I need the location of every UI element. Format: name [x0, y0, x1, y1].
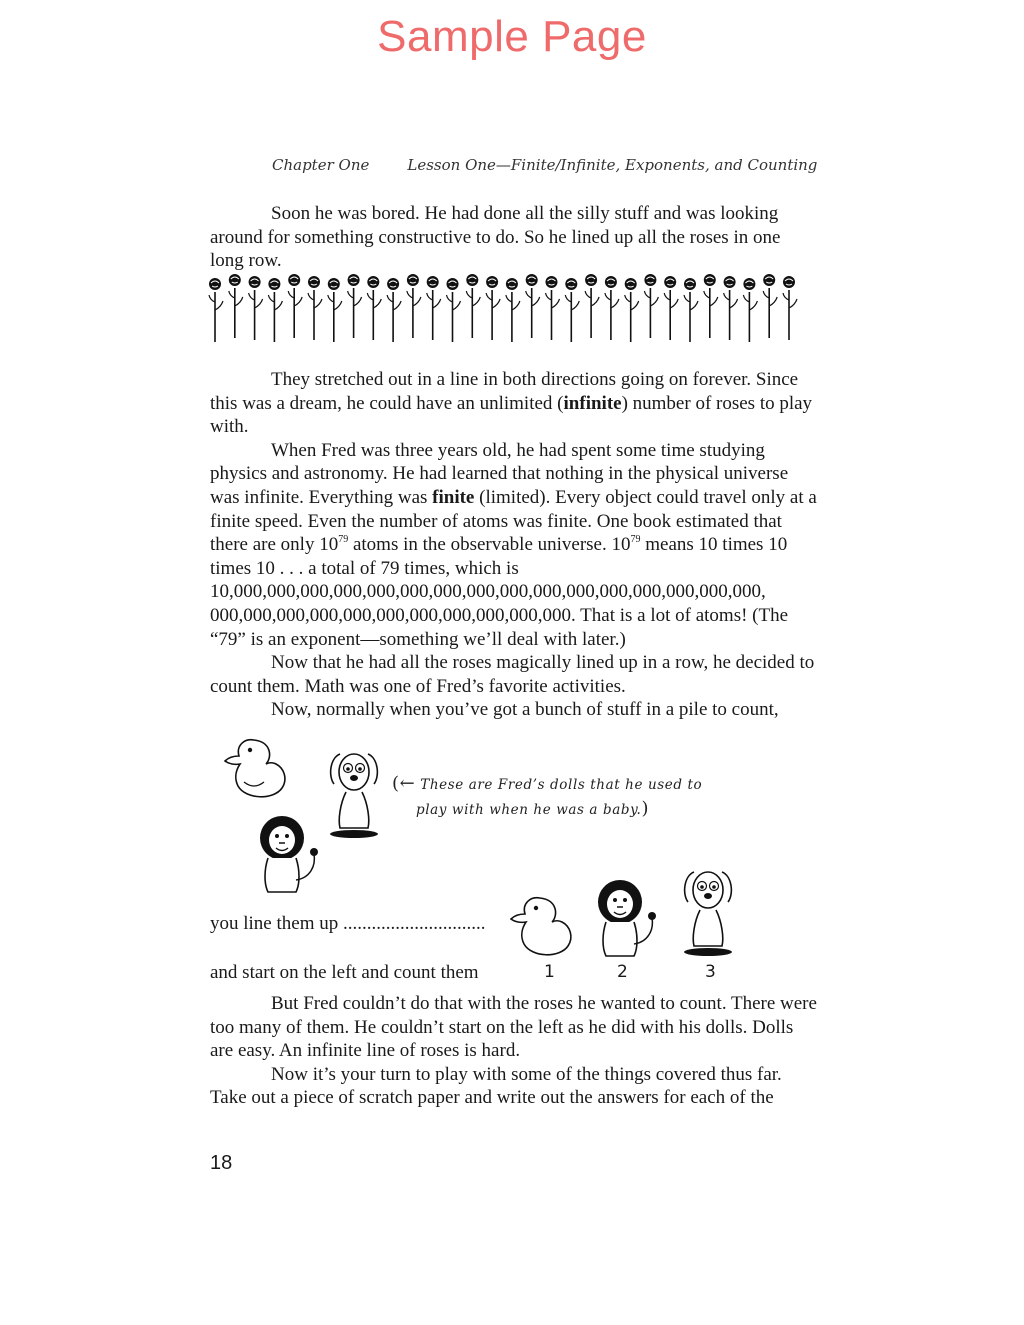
exponent: 79 — [338, 534, 349, 546]
rose-icon — [288, 274, 302, 338]
line-up-text: you line them up .............................. — [210, 913, 486, 934]
text-fragment: means 10 times 10 times 10 . . . a total of 79 times, which is 10,000,000,000,000,000,000,000,000,000,000,000,000,000,000,000,000, 000,000,000,000,000,000,000,000,000,000,000. That is a lot of atoms! (The “79” is an exponent—something we’ll deal with later.) — [210, 534, 789, 650]
rose-icon — [229, 274, 243, 338]
rose-icon — [605, 276, 619, 340]
rose-icon — [249, 276, 263, 340]
caption-text: play with when he was a baby. — [416, 802, 642, 818]
rose-icon — [565, 278, 579, 342]
lion-doll-icon — [592, 874, 662, 962]
rose-icon — [664, 276, 678, 340]
caption-text: These are Fred’s dolls that he used to — [420, 777, 703, 793]
paragraph-infinite — [210, 368, 818, 439]
caption-open-arrow: (← — [392, 773, 416, 794]
rose-icon — [743, 278, 757, 342]
text-fragment: atoms in the observable universe. 10 — [348, 534, 631, 556]
rose-icon — [526, 274, 540, 338]
rose-icon — [625, 278, 639, 342]
duck-doll-icon — [220, 732, 292, 806]
roses-row — [208, 272, 798, 344]
lesson-label: Lesson One—Finite/Infinite, Exponents, and Counting — [407, 156, 818, 174]
paragraph-your-turn: Now it’s your turn to play with some of the things covered thus far. Take out a piece of scratch paper and write out the answers for each of the — [210, 1063, 782, 1109]
rose-icon — [486, 276, 500, 340]
rose-icon — [407, 274, 421, 338]
paragraph-normally: Now, normally when you’ve got a bunch of stuff in a pile to count, — [271, 699, 779, 721]
duck-doll-icon — [506, 892, 578, 962]
rose-icon — [585, 274, 599, 338]
dog-doll-icon — [326, 748, 382, 840]
paragraph-text: Soon he was bored. He had done all the silly stuff and was looking around for something constructive to do. So he lined up all the roses in one long row. — [210, 203, 781, 272]
count-label-3: 3 — [705, 962, 716, 982]
page-number: 18 — [210, 1152, 233, 1174]
main-text-block — [210, 368, 818, 722]
rose-icon — [506, 278, 520, 342]
rose-icon — [763, 274, 777, 338]
rose-icon — [546, 276, 560, 340]
rose-icon — [704, 274, 718, 338]
chapter-label: Chapter One — [272, 156, 370, 174]
sample-page-watermark: Sample Page — [377, 12, 647, 61]
rose-icon — [308, 276, 322, 340]
dog-doll-icon — [680, 866, 736, 958]
caption-line-2 — [392, 797, 702, 822]
count-label-1: 1 — [544, 962, 555, 982]
count-label-2: 2 — [617, 962, 628, 982]
rose-icon — [348, 274, 362, 338]
rose-icon — [783, 276, 797, 340]
closing-text-block — [210, 992, 818, 1110]
text-fragment: (limited). Every object could travel only at a finite speed. Even the number of atoms was finite. One book estimated that there are only 10 — [210, 486, 817, 556]
rose-icon — [427, 276, 441, 340]
rose-icon — [328, 278, 342, 342]
text-fragment: They stretched out in a line in both directions going on forever. Since this was a dream, he could have an unlimited ( — [210, 369, 799, 414]
exponent: 79 — [630, 534, 641, 546]
lion-doll-icon — [254, 810, 324, 898]
bold-term-infinite: infinite — [563, 392, 622, 414]
text-fragment: ) number of roses to play with. — [210, 392, 813, 438]
caption-close-paren: ) — [641, 798, 650, 819]
paragraph-count: Now that he had all the roses magically lined up in a row, he decided to count them. Math was one of Fred’s favorite activities. — [210, 652, 815, 697]
rose-icon — [466, 274, 480, 338]
paragraph-bored — [210, 202, 818, 273]
paragraph-finite — [210, 439, 818, 651]
paragraph-roses-hard: But Fred couldn’t do that with the roses he wanted to count. There were too many of them. He couldn’t start on the left as he did with his dolls. Dolls are easy. An infinite line of roses is hard. — [210, 993, 817, 1062]
rose-icon — [209, 278, 223, 342]
rose-icon — [684, 278, 698, 342]
bold-term-finite: finite — [432, 486, 475, 508]
rose-icon — [367, 276, 381, 340]
running-head — [272, 156, 832, 174]
caption-line-1 — [392, 772, 702, 797]
rose-icon — [387, 278, 401, 342]
text-fragment: When Fred was three years old, he had spent some time studying physics and astronomy. He had learned that nothing in the physical universe was infinite. Everything was — [210, 439, 789, 508]
rose-icon — [644, 274, 658, 338]
rose-icon — [447, 278, 461, 342]
doll-caption — [392, 772, 702, 822]
rose-icon — [724, 276, 738, 340]
start-left-text: and start on the left and count them — [210, 962, 479, 983]
rose-icon — [268, 278, 282, 342]
